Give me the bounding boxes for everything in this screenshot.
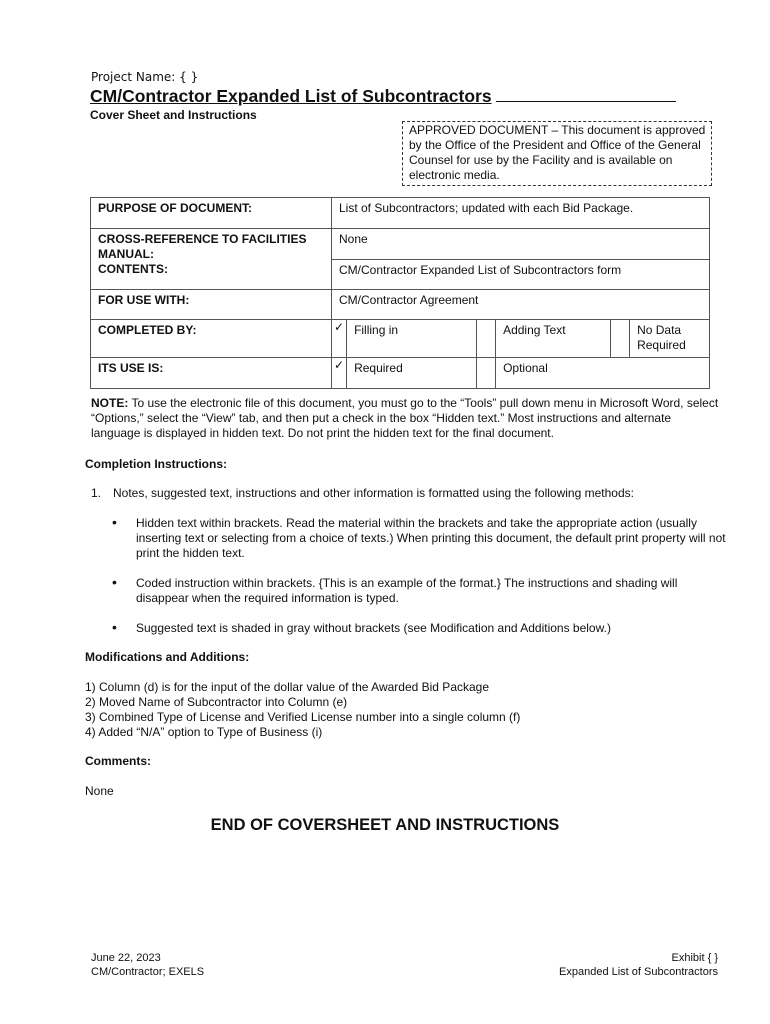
- modifications-list: [85, 680, 715, 740]
- for-use-value: CM/Contractor Agreement: [332, 290, 710, 320]
- list-item: 2) Moved Name of Subcontractor into Column (e): [85, 695, 348, 709]
- note-text: To use the electronic file of this document, you must go to the “Tools” pull down menu in Microsoft Word, select “Options,” select the “View” tab, and then put a check in the box “Hidden text.” Most instructions and alternate language is displayed in hidden text. Do not print the hidden text for the final document.: [91, 396, 719, 440]
- adding-text-option: Adding Text: [496, 320, 611, 358]
- no-data-required-option: No Data Required: [630, 320, 710, 358]
- end-heading: END OF COVERSHEET AND INSTRUCTIONS: [210, 816, 560, 834]
- document-info-table: [90, 197, 710, 389]
- xref-contents-label-cell: [91, 229, 332, 290]
- list-item: Coded instruction within brackets. {This is an example of the format.} The instructions and shading will disappear when the required information is typed.: [136, 576, 678, 605]
- optional-option: Optional: [496, 358, 710, 389]
- modifications-heading: Modifications and Additions:: [85, 650, 250, 664]
- required-option: Required: [347, 358, 477, 389]
- xref-value: None: [332, 229, 709, 260]
- approved-document-box: APPROVED DOCUMENT – This document is approved by the Office of the President and Office of the General Counsel for use by the Facility and is available on electronic media.: [402, 121, 712, 186]
- required-checkbox[interactable]: ✓: [332, 358, 347, 389]
- item-text: Notes, suggested text, instructions and other information is formatted using the following methods:: [113, 486, 634, 500]
- adding-text-checkbox[interactable]: [477, 320, 496, 358]
- title-blank-line: [496, 86, 676, 102]
- document-title-row: [90, 86, 676, 107]
- purpose-label: PURPOSE OF DOCUMENT:: [91, 198, 332, 229]
- filling-in-checkbox[interactable]: ✓: [332, 320, 347, 358]
- footer-code: CM/Contractor; EXELS: [91, 966, 205, 978]
- completion-heading: Completion Instructions:: [85, 457, 227, 471]
- footer-right: [559, 951, 718, 979]
- bullet-icon: •: [112, 619, 117, 635]
- purpose-value: List of Subcontractors; updated with each Bid Package.: [332, 198, 710, 229]
- xref-contents-value-cell: [332, 229, 710, 290]
- note-paragraph: [91, 396, 721, 441]
- table-row: [91, 290, 710, 320]
- table-row: [91, 229, 710, 290]
- footer-exhibit: Exhibit { }: [671, 952, 718, 964]
- project-name: Project Name: { }: [91, 70, 199, 84]
- xref-label: CROSS-REFERENCE TO FACILITIES MANUAL:: [98, 232, 307, 261]
- list-item: 1) Column (d) is for the input of the dollar value of the Awarded Bid Package: [85, 680, 490, 694]
- table-row: [91, 358, 710, 389]
- optional-checkbox[interactable]: [477, 358, 496, 389]
- list-item: Suggested text is shaded in gray without brackets (see Modification and Additions below.): [136, 621, 611, 635]
- document-subtitle: Cover Sheet and Instructions: [90, 108, 257, 122]
- footer-date: June 22, 2023: [91, 952, 161, 964]
- comments-heading: Comments:: [85, 754, 152, 768]
- contents-label: CONTENTS:: [98, 262, 168, 276]
- filling-in-option: Filling in: [347, 320, 477, 358]
- bullet-icon: •: [112, 574, 117, 590]
- no-data-checkbox[interactable]: [611, 320, 630, 358]
- list-item: 4) Added “N/A” option to Type of Business (i): [85, 725, 323, 739]
- table-row: [91, 198, 710, 229]
- list-item: Hidden text within brackets. Read the material within the brackets and take the appropriate action (usually inserting text or selecting from a choice of texts.) When printing this document, the default print property will not print the hidden text.: [136, 516, 726, 560]
- document-title: CM/Contractor Expanded List of Subcontractors: [90, 86, 492, 106]
- item-number: 1.: [91, 486, 102, 500]
- table-row: [91, 320, 710, 358]
- list-item: 3) Combined Type of License and Verified License number into a single column (f): [85, 710, 521, 724]
- its-use-is-label: ITS USE IS:: [91, 358, 332, 389]
- note-label: NOTE:: [91, 396, 129, 410]
- completed-by-label: COMPLETED BY:: [91, 320, 332, 358]
- footer-doc-name: Expanded List of Subcontractors: [559, 966, 718, 978]
- for-use-label: FOR USE WITH:: [91, 290, 332, 320]
- contents-value: CM/Contractor Expanded List of Subcontractors form: [339, 263, 622, 277]
- bullet-icon: •: [112, 514, 117, 530]
- comments-text: None: [85, 784, 114, 798]
- footer-left: [91, 951, 204, 979]
